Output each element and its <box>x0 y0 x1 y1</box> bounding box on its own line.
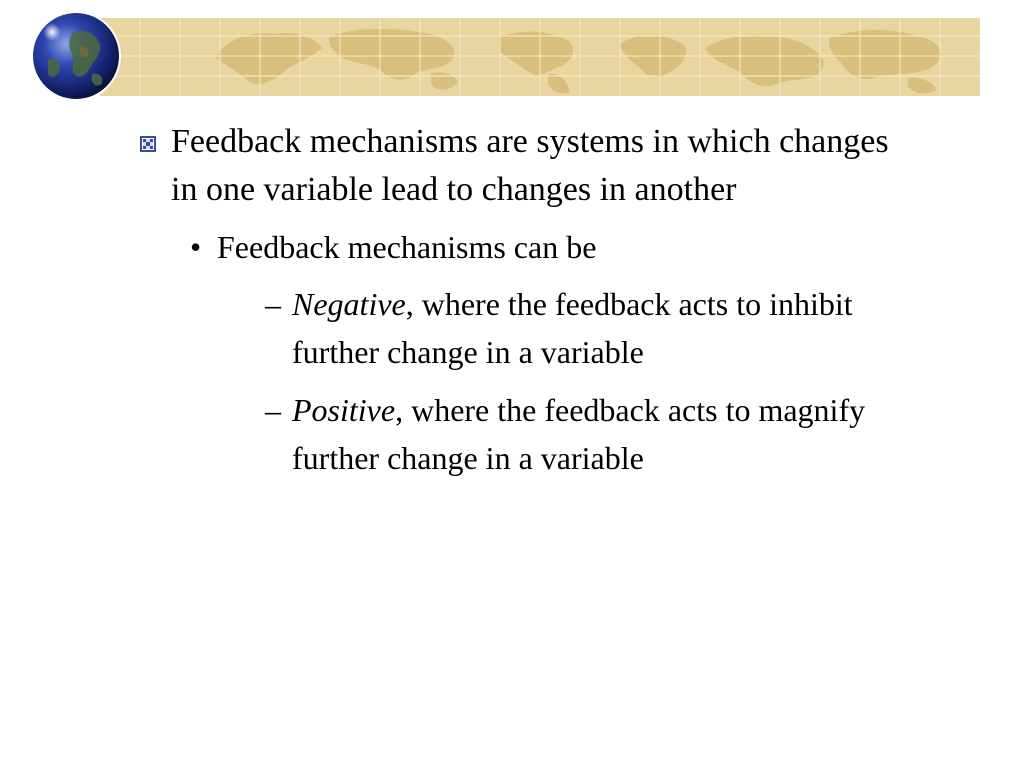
feedback-definition-text: Feedback mechanisms are systems in which changes in one variable lead to changes in another <box>171 123 889 208</box>
dash-bullet: – <box>265 392 281 428</box>
slide-body <box>140 118 920 482</box>
dot-bullet: • <box>190 229 202 265</box>
negative-term: Negative <box>292 286 406 322</box>
square-bullet-icon <box>140 136 156 152</box>
bullet-point-negative <box>265 280 920 376</box>
bullet-point-level-1 <box>140 118 920 214</box>
bullet-point-positive <box>265 386 920 482</box>
bullet-point-level-2 <box>187 224 920 270</box>
negative-description: , where the feedback acts to inhibit further change in a variable <box>292 286 853 370</box>
dash-bullet: – <box>265 286 281 322</box>
feedback-types-intro-text: Feedback mechanisms can be <box>217 229 597 265</box>
world-map-banner <box>100 18 980 96</box>
globe-icon <box>30 10 122 102</box>
positive-description: , where the feedback acts to magnify further change in a variable <box>292 392 866 476</box>
positive-term: Positive <box>292 392 396 428</box>
